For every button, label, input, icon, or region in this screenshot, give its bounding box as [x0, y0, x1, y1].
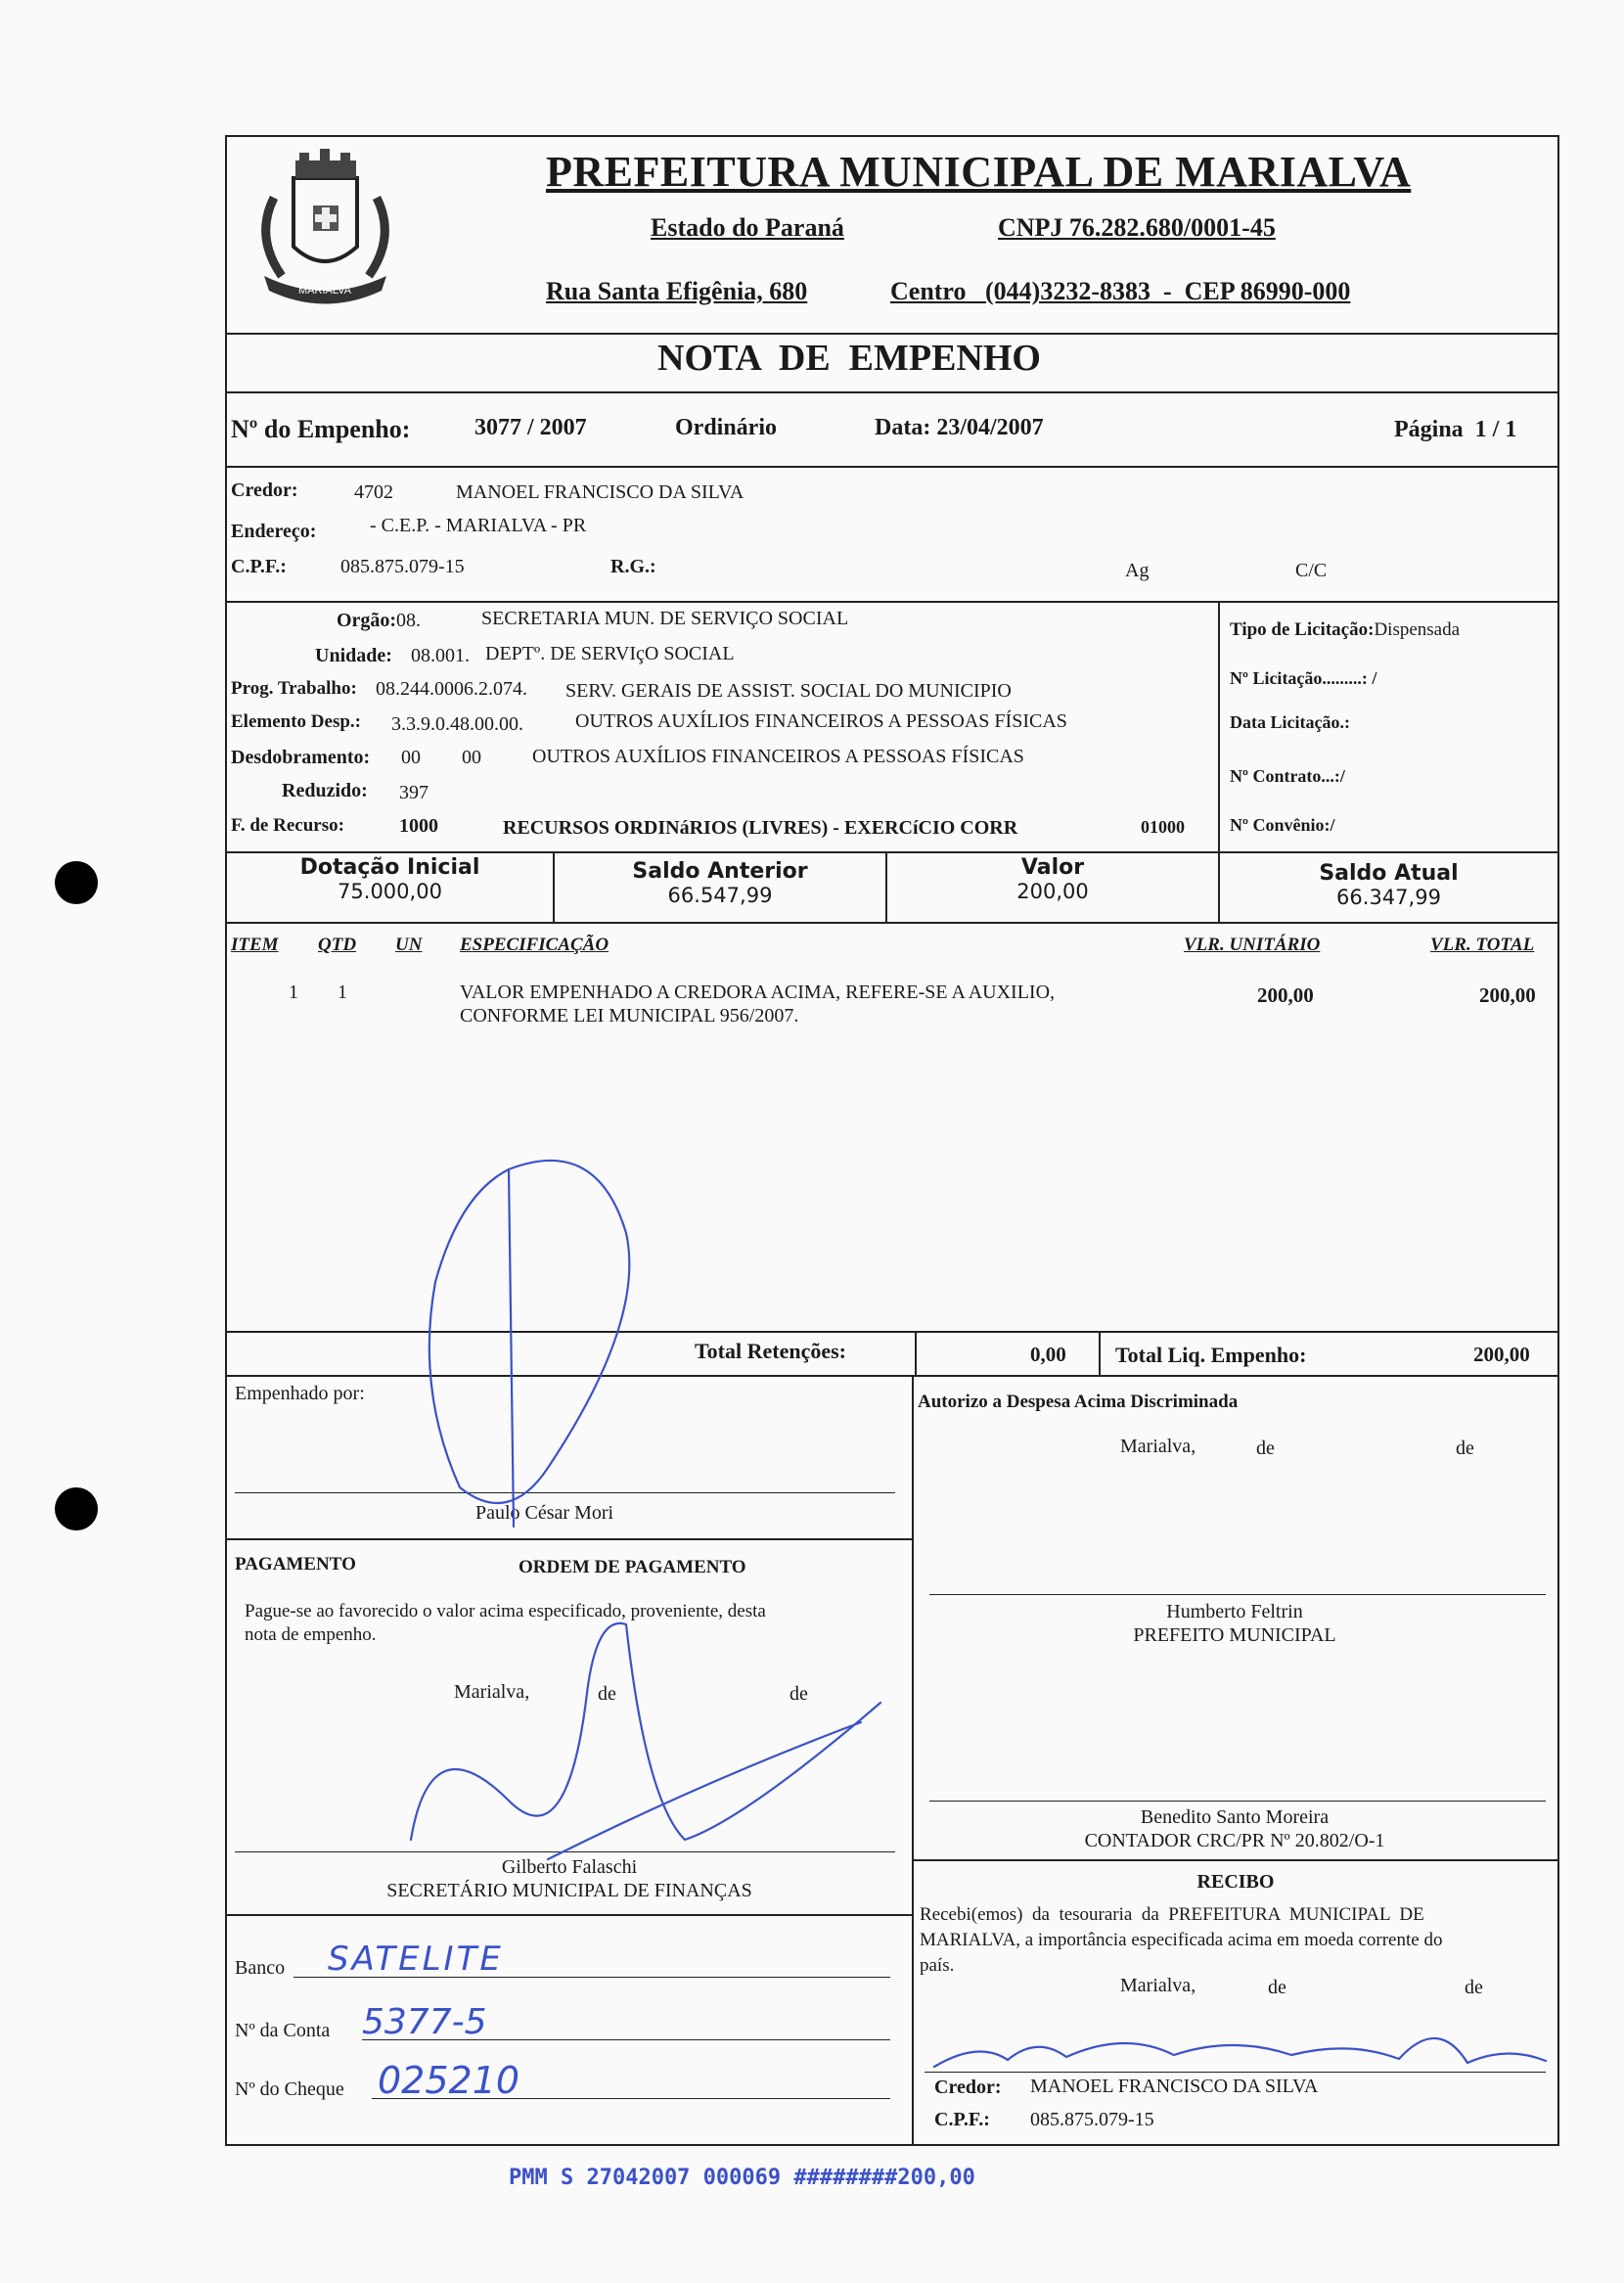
licitacao-numero: Nº Licitação.........: /: [1230, 668, 1377, 688]
liquido-label: Total Liq. Empenho:: [1115, 1343, 1307, 1367]
document-title: NOTA DE EMPENHO: [657, 338, 1041, 379]
prefeito-name: Humberto Feltrin: [1166, 1601, 1303, 1622]
valor-label: Valor: [1020, 855, 1085, 880]
desdob-code1: 00: [401, 747, 421, 768]
autorizo-de2: de: [1456, 1438, 1474, 1459]
prog-label: Prog. Trabalho:: [231, 678, 357, 699]
licitacao-tipo-value: Dispensada: [1374, 619, 1461, 640]
retencoes-value: 0,00: [1030, 1343, 1066, 1366]
recurso-name: RECURSOS ORDINáRIOS (LIVRES) - EXERCíCIO CORR: [503, 817, 1018, 839]
credor-code: 4702: [354, 481, 393, 503]
licitacao-data: Data Licitação.:: [1230, 712, 1350, 732]
cpf-value: 085.875.079-15: [340, 556, 465, 577]
recibo-text-3: país.: [920, 1955, 955, 1976]
item-spec-line2: CONFORME LEI MUNICIPAL 956/2007.: [460, 1005, 799, 1027]
conta-label: Nº da Conta: [235, 2020, 331, 2041]
pagamento-de2: de: [789, 1683, 808, 1705]
orgao-name: SECRETARIA MUN. DE SERVIÇO SOCIAL: [481, 608, 849, 629]
col-item: ITEM: [231, 935, 279, 955]
retencoes-label: Total Retenções:: [695, 1339, 846, 1363]
recurso-label: F. de Recurso:: [231, 815, 344, 836]
header-cnpj: CNPJ 76.282.680/0001-45: [998, 213, 1276, 242]
header-state: Estado do Paraná: [651, 213, 844, 242]
desdob-name: OUTROS AUXÍLIOS FINANCEIROS A PESSOAS FÍSICAS: [532, 746, 1024, 767]
recibo-text-2: MARIALVA, a importância especificada acima em moeda corrente do: [920, 1930, 1443, 1950]
footer-stamp: PMM S 27042007 000069 ########200,00: [509, 2166, 975, 2190]
recibo-cpf-value: 085.875.079-15: [1030, 2109, 1154, 2130]
col-unit: VLR. UNITÁRIO: [1184, 935, 1321, 955]
saldo-anterior-value: 66.547,99: [667, 884, 773, 907]
reduzido-value: 397: [399, 782, 429, 803]
empenho-number-label: Nº do Empenho:: [231, 415, 411, 443]
licitacao-convenio: Nº Convênio:/: [1230, 815, 1335, 835]
orgao-label: Orgão:: [337, 610, 397, 631]
endereco-label: Endereço:: [231, 521, 317, 542]
item-spec-line1: VALOR EMPENHADO A CREDORA ACIMA, REFERE-SE A AUXILIO,: [460, 982, 1056, 1003]
recibo-title: RECIBO: [1196, 1871, 1275, 1893]
dotacao-value: 75.000,00: [338, 880, 442, 903]
contador-role: CONTADOR CRC/PR Nº 20.802/O-1: [1084, 1830, 1385, 1851]
header-contact: Centro (044)3232-8383 - CEP 86990-000: [890, 277, 1351, 305]
pagamento-place: Marialva,: [454, 1681, 530, 1703]
pagamento-de1: de: [598, 1683, 616, 1705]
prog-name: SERV. GERAIS DE ASSIST. SOCIAL DO MUNICIPIO: [565, 680, 1012, 702]
desdob-label: Desdobramento:: [231, 747, 371, 768]
prog-code: 08.244.0006.2.074.: [376, 678, 527, 700]
credor-name: MANOEL FRANCISCO DA SILVA: [456, 481, 744, 503]
saldo-atual-label: Saldo Atual: [1319, 861, 1459, 886]
item-number: 1: [289, 982, 298, 1003]
ordem-pagamento-label: ORDEM DE PAGAMENTO: [519, 1557, 746, 1577]
recibo-place: Marialva,: [1120, 1975, 1196, 1996]
col-total: VLR. TOTAL: [1430, 935, 1535, 955]
elemento-code: 3.3.9.0.48.00.00.: [391, 713, 523, 735]
recibo-cpf-label: C.P.F.:: [934, 2109, 990, 2130]
empenho-date: Data: 23/04/2007: [875, 415, 1044, 440]
recibo-credor-name: MANOEL FRANCISCO DA SILVA: [1030, 2076, 1319, 2097]
header-address: Rua Santa Efigênia, 680: [546, 277, 808, 305]
recibo-credor-label: Credor:: [934, 2077, 1002, 2098]
recurso-num: 01000: [1141, 817, 1185, 837]
valor-value: 200,00: [1016, 880, 1089, 903]
empenhado-label: Empenhado por:: [235, 1383, 365, 1404]
licitacao-contrato: Nº Contrato...:/: [1230, 766, 1345, 786]
ag-label: Ag: [1125, 560, 1150, 581]
rg-label: R.G.:: [610, 556, 656, 577]
item-unit: 200,00: [1257, 983, 1314, 1007]
item-total: 200,00: [1479, 983, 1536, 1007]
recibo-de2: de: [1465, 1977, 1483, 1998]
cheque-label: Nº do Cheque: [235, 2078, 344, 2100]
empenho-type: Ordinário: [675, 415, 778, 440]
empenhado-signer: Paulo César Mori: [475, 1502, 614, 1524]
recibo-de1: de: [1268, 1977, 1286, 1998]
col-spec: ESPECIFICAÇÃO: [460, 935, 609, 955]
pagamento-text-2: nota de empenho.: [245, 1624, 377, 1645]
autorizo-place: Marialva,: [1120, 1436, 1196, 1457]
col-un: UN: [395, 935, 423, 955]
cheque-value: 025210: [378, 2059, 520, 2102]
liquido-value: 200,00: [1473, 1343, 1530, 1366]
unidade-label: Unidade:: [315, 645, 392, 666]
pagamento-label: PAGAMENTO: [235, 1554, 356, 1575]
elemento-label: Elemento Desp.:: [231, 711, 361, 732]
empenho-number: 3077 / 2007: [474, 415, 587, 440]
item-qty: 1: [338, 982, 347, 1003]
autorizo-de1: de: [1256, 1438, 1275, 1459]
secretario-role: SECRETÁRIO MUNICIPAL DE FINANÇAS: [386, 1880, 752, 1901]
endereco-value: - C.E.P. - MARIALVA - PR: [370, 515, 587, 536]
conta-value: 5377-5: [362, 2002, 487, 2042]
banco-label: Banco: [235, 1957, 286, 1979]
desdob-code2: 00: [462, 747, 481, 768]
licitacao-tipo-label: Tipo de Licitação:: [1230, 619, 1375, 640]
col-qtd: QTD: [318, 935, 357, 955]
prefeito-role: PREFEITO MUNICIPAL: [1133, 1624, 1336, 1646]
credor-label: Credor:: [231, 479, 298, 501]
saldo-atual-value: 66.347,99: [1336, 886, 1441, 909]
orgao-code: 08.: [396, 610, 421, 631]
recibo-text-1: Recebi(emos) da tesouraria da PREFEITURA MUNICIPAL DE: [920, 1904, 1424, 1925]
elemento-name: OUTROS AUXÍLIOS FINANCEIROS A PESSOAS FÍSICAS: [575, 710, 1067, 732]
cc-label: C/C: [1295, 560, 1328, 581]
empenho-page: Página 1 / 1: [1394, 417, 1517, 442]
dotacao-label: Dotação Inicial: [299, 855, 480, 880]
saldo-anterior-label: Saldo Anterior: [632, 859, 808, 884]
autorizo-label: Autorizo a Despesa Acima Discriminada: [918, 1392, 1239, 1412]
header-title: PREFEITURA MUNICIPAL DE MARIALVA: [546, 148, 1412, 196]
cpf-label: C.P.F.:: [231, 556, 287, 577]
recurso-code: 1000: [399, 815, 438, 837]
banco-value: SATELITE: [328, 1940, 504, 1979]
svg-text:MARIALVA: MARIALVA: [298, 285, 351, 297]
unidade-code: 08.001.: [411, 645, 470, 666]
unidade-name: DEPTº. DE SERVIçO SOCIAL: [485, 643, 735, 664]
contador-name: Benedito Santo Moreira: [1140, 1806, 1330, 1828]
reduzido-label: Reduzido:: [282, 780, 368, 801]
secretario-name: Gilberto Falaschi: [501, 1856, 638, 1878]
pagamento-text-1: Pague-se ao favorecido o valor acima especificado, proveniente, desta: [245, 1601, 766, 1621]
